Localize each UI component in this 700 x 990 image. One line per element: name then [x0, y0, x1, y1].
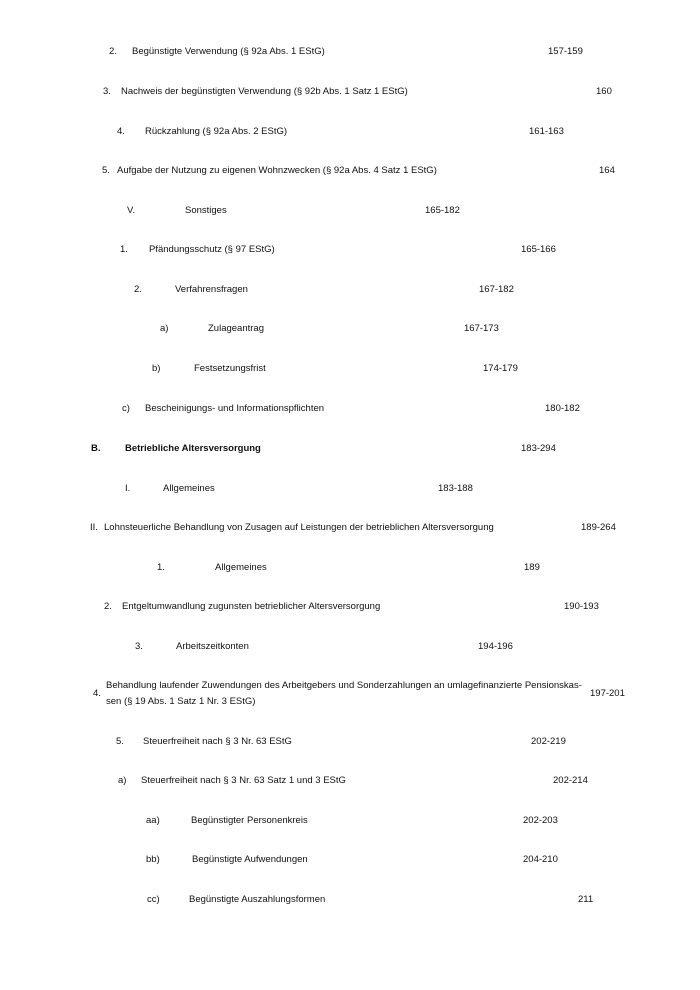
- toc-entry-number: 5.: [116, 736, 124, 747]
- toc-entry-number: c): [122, 403, 130, 414]
- toc-entry-range: 161-163: [529, 126, 564, 137]
- toc-entry-number: 2.: [104, 601, 112, 612]
- toc-entry-range: 165-182: [425, 205, 460, 216]
- toc-entry-number: 3.: [103, 86, 111, 97]
- toc-entry-number: 4.: [93, 688, 101, 699]
- toc-entry-title: Pfändungsschutz (§ 97 EStG): [149, 244, 275, 255]
- toc-entry-title: Rückzahlung (§ 92a Abs. 2 EStG): [145, 126, 288, 137]
- toc-entry-range: 183-188: [438, 483, 473, 494]
- toc-entry-range: 157-159: [548, 46, 583, 57]
- toc-section-number: B.: [91, 443, 101, 454]
- toc-entry-title: Zulageantrag: [208, 323, 264, 334]
- toc-entry-range: 189-264: [581, 522, 616, 533]
- toc-entry-range: 202-219: [531, 736, 566, 747]
- toc-entry-title: Begünstigte Auszahlungsformen: [189, 894, 326, 905]
- toc-entry-number: aa): [146, 815, 160, 826]
- toc-entry-number: bb): [146, 854, 160, 865]
- toc-entry-number: cc): [147, 894, 160, 905]
- toc-entry-range: 189: [524, 562, 540, 573]
- toc-entry-range: 202-214: [553, 775, 588, 786]
- toc-entry-range: 164: [599, 165, 615, 176]
- toc-entry-number: 3.: [135, 641, 143, 652]
- toc-entry-title: Allgemeines: [215, 562, 267, 573]
- toc-entry-title: Festsetzungsfrist: [194, 363, 266, 374]
- toc-entry-title: Begünstigte Aufwendungen: [192, 854, 308, 865]
- toc-entry-title: Begünstigter Personenkreis: [191, 815, 308, 826]
- toc-entry-number: a): [160, 323, 169, 334]
- toc-entry-range: 165-166: [521, 244, 556, 255]
- toc-entry-number: II.: [90, 522, 98, 533]
- toc-entry-range: 174-179: [483, 363, 518, 374]
- toc-entry-range: 194-196: [478, 641, 513, 652]
- toc-entry-title: Arbeitszeitkonten: [176, 641, 249, 652]
- toc-entry-number: 1.: [157, 562, 165, 573]
- toc-entry-title: Behandlung laufender Zuwendungen des Arbeitgebers und Sonderzahlungen an umlagefinanzierte Pensionskas- sen (§ 19 Abs. 1 Satz 1 Nr. 3 EStG): [106, 680, 582, 707]
- toc-entry-range: 211: [578, 894, 594, 905]
- toc-entry-number: 2.: [134, 284, 142, 295]
- toc-entry-title: Lohnsteuerliche Behandlung von Zusagen auf Leistungen der betrieblichen Altersversorgung: [104, 522, 494, 533]
- toc-entry-number: 1.: [120, 244, 128, 255]
- toc-entry-title: Bescheinigungs- und Informationspflichten: [145, 403, 325, 414]
- toc-entry-title: Verfahrensfragen: [175, 284, 248, 295]
- toc-entry-range: 204-210: [523, 854, 558, 865]
- toc-entry-number: I.: [125, 483, 131, 494]
- toc-section-title: Betriebliche Altersversorgung: [125, 443, 261, 454]
- toc-entry-range: 190-193: [564, 601, 599, 612]
- toc-entry-number: 5.: [102, 165, 110, 176]
- toc-entry-title: Begünstigte Verwendung (§ 92a Abs. 1 EStG): [132, 46, 325, 57]
- toc-entry-title: Aufgabe der Nutzung zu eigenen Wohnzwecken (§ 92a Abs. 4 Satz 1 EStG): [117, 165, 437, 176]
- toc-entry-title: Steuerfreiheit nach § 3 Nr. 63 Satz 1 und 3 EStG: [141, 775, 346, 786]
- toc-entry-number: a): [118, 775, 127, 786]
- toc-entry-range: 167-182: [479, 284, 514, 295]
- toc-entry-number: V.: [127, 205, 136, 216]
- toc-entry-range: 202-203: [523, 815, 558, 826]
- toc-entry-title: Nachweis der begünstigten Verwendung (§ 92b Abs. 1 Satz 1 EStG): [121, 86, 408, 97]
- toc-entry-title: Sonstiges: [185, 205, 227, 216]
- toc-entry-range: 197-201: [590, 688, 625, 699]
- toc-entry-range: 167-173: [464, 323, 499, 334]
- toc-entry-title: Steuerfreiheit nach § 3 Nr. 63 EStG: [143, 736, 292, 747]
- toc-entry-number: 2.: [109, 46, 117, 57]
- toc-entry-number: 4.: [117, 126, 125, 137]
- toc-entry-range: 160: [596, 86, 612, 97]
- toc-entry-range: 183-294: [521, 443, 556, 454]
- toc-entry-title: Entgeltumwandlung zugunsten betrieblicher Altersversorgung: [122, 601, 381, 612]
- toc-entry-range: 180-182: [545, 403, 580, 414]
- toc-entry-number: b): [152, 363, 161, 374]
- toc-entry-title: Allgemeines: [163, 483, 215, 494]
